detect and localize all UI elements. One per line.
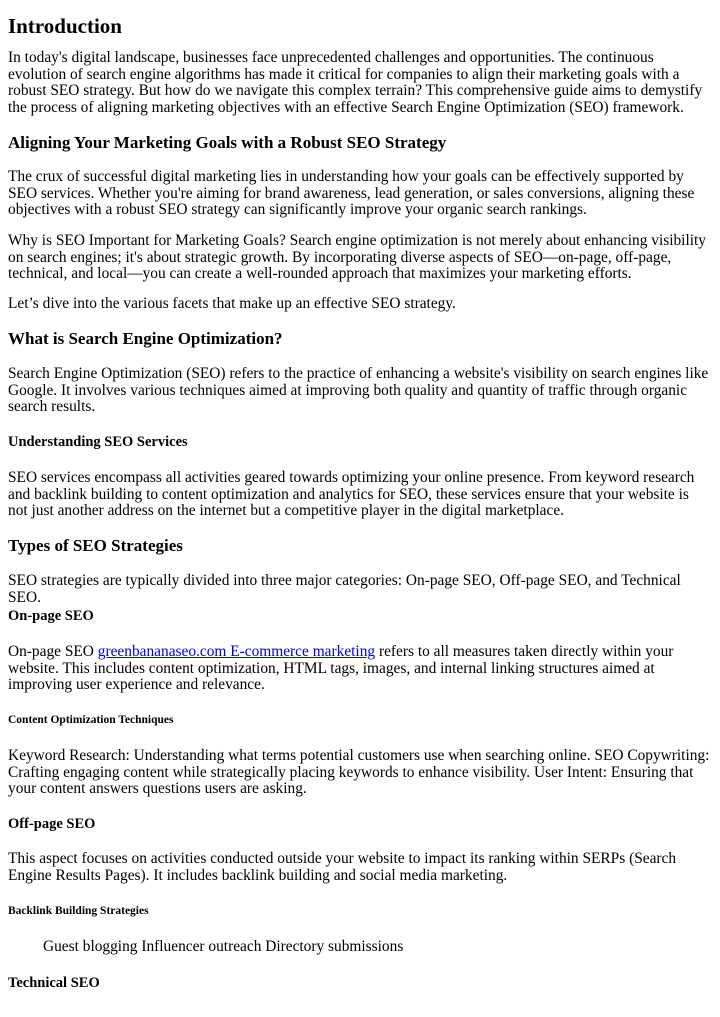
heading-understanding-seo-services: Understanding SEO Services (8, 434, 188, 450)
offpage-paragraph: This aspect focuses on activities conducted outside your website to impact its ranking within SERPs (Search Engine Results Pages). It includes backlink building and social media marketing. (8, 850, 677, 884)
heading-offpage-seo: Off-page SEO (8, 816, 96, 832)
onpage-text-start: On-page SEO (8, 643, 98, 660)
ecommerce-marketing-link[interactable]: greenbananaseo.com E-commerce marketing (97, 643, 376, 660)
heading-what-is-seo: What is Search Engine Optimization? (8, 329, 283, 348)
crux-paragraph: The crux of successful digital marketing lies in understanding how your goals can be effectively supported by SEO services. Whether you're aiming for brand awareness, lead generation, or sales conversions, aligning these objectives with a robust SEO strategy can significantly improve your organic search rankings. (8, 168, 695, 218)
dive-paragraph: Let’s dive into the various facets that make up an effective SEO strategy. (8, 295, 456, 312)
why-paragraph: Why is SEO Important for Marketing Goals? Search engine optimization is not merely about enhancing visibility on search engines; it's about strategic growth. By incorporating diverse aspects of SEO—on-page, off-page, technical, and local—you can create a well-rounded approach that maximizes your marketing efforts. (8, 232, 706, 282)
heading-content-optimization: Content Optimization Techniques (8, 714, 174, 726)
heading-aligning: Aligning Your Marketing Goals with a Robust SEO Strategy (8, 133, 447, 152)
heading-backlink-strategies: Backlink Building Strategies (8, 905, 149, 917)
content-techniques-paragraph: Keyword Research: Understanding what terms potential customers use when searching online. SEO Copywriting: Crafting engaging content while strategically placing keywords to enhance visibility. User Intent: Ensuring that your content answers questions users are asking. (8, 747, 710, 797)
heading-technical-seo: Technical SEO (8, 975, 100, 991)
types-paragraph: SEO strategies are typically divided into three major categories: On-page SEO, Off-page SEO, and Technical SEO. (8, 572, 681, 606)
services-paragraph: SEO services encompass all activities geared towards optimizing your online presence. From keyword research and backlink building to content optimization and analytics for SEO, these services ensure that your website is not just another address on the internet but a competitive player in the digital marketplace. (8, 469, 695, 519)
backlink-list: Guest blogging Influencer outreach Directory submissions (43, 938, 404, 955)
page-title: Introduction (8, 14, 122, 38)
onpage-text-end: refers to all measures taken directly within your website. This includes content optimization, HTML tags, images, and internal linking structures aimed at improving user experience and relevance. (8, 643, 674, 693)
onpage-paragraph (8, 644, 712, 694)
heading-types: Types of SEO Strategies (8, 536, 183, 555)
seo-definition-paragraph: Search Engine Optimization (SEO) refers to the practice of enhancing a website's visibility on search engines like Google. It involves various techniques aimed at improving both quality and quantity of traffic through organic search results. (8, 365, 709, 415)
heading-onpage-seo: On-page SEO (8, 608, 94, 624)
intro-paragraph: In today's digital landscape, businesses face unprecedented challenges and opportunities. The continuous evolution of search engine algorithms has made it critical for companies to align their marketing goals with a robust SEO strategy. But how do we navigate this complex terrain? This comprehensive guide aims to demystify the process of aligning marketing objectives with an effective Search Engine Optimization (SEO) framework. (8, 49, 703, 116)
